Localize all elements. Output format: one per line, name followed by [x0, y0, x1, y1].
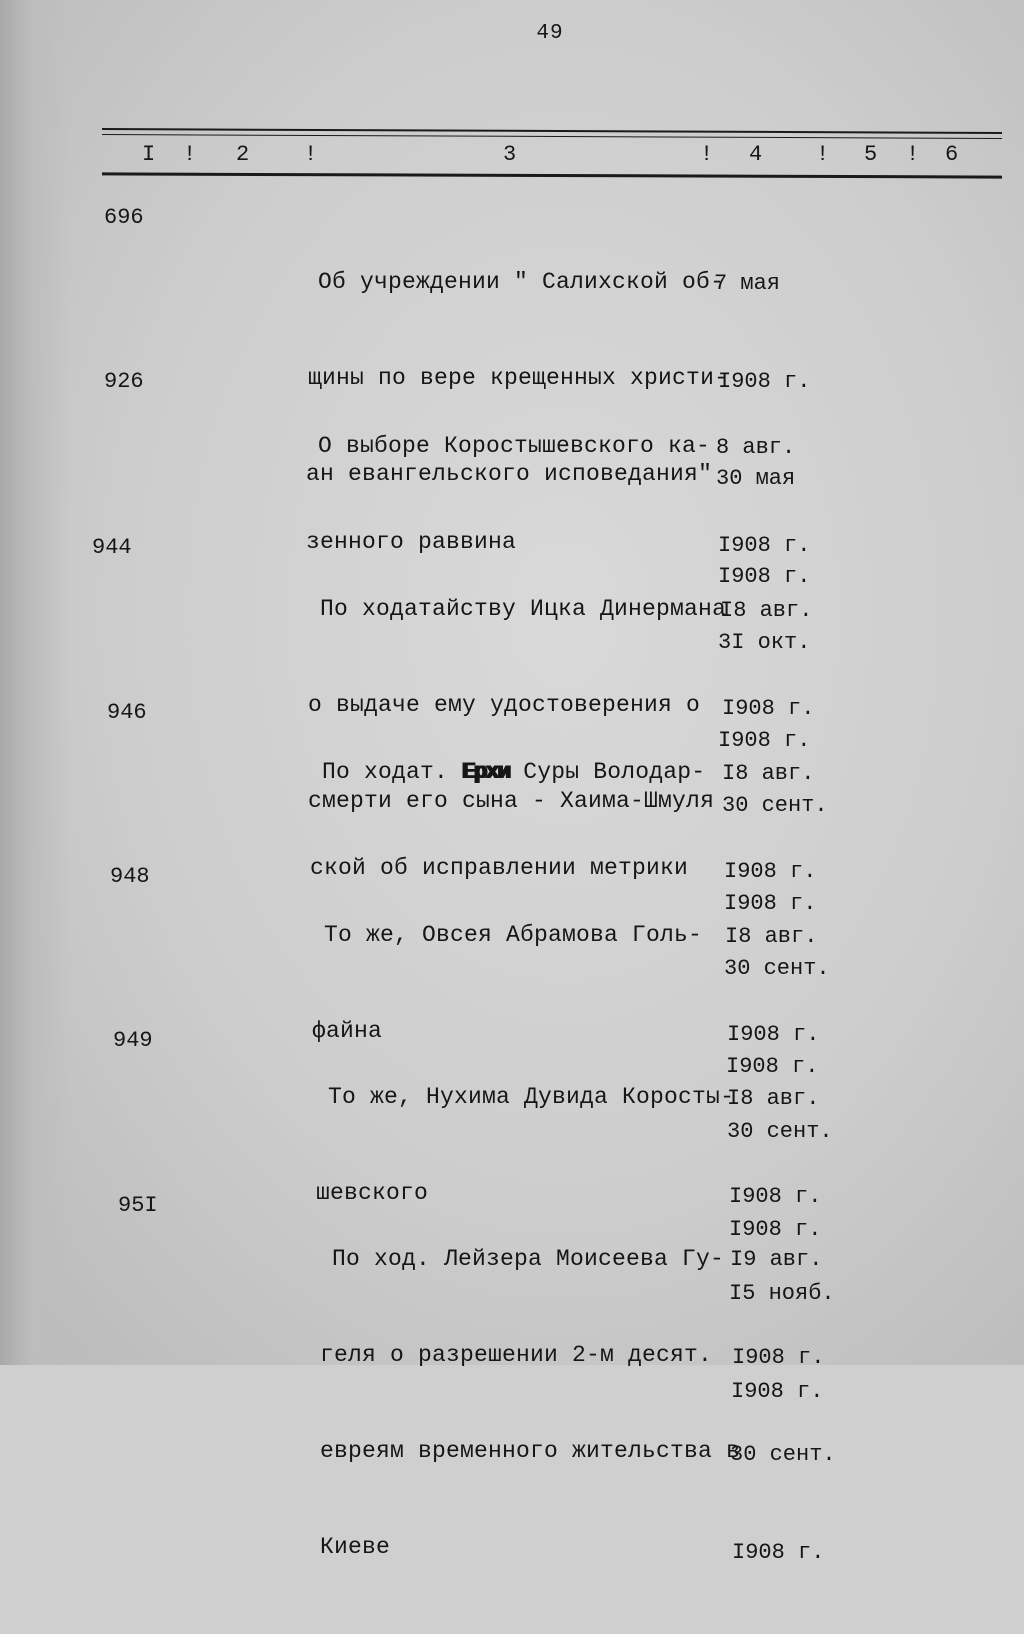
binding-shadow	[0, 0, 70, 1365]
date-line: I908 г.	[718, 532, 811, 558]
struck-out-word: Ерхи	[462, 759, 510, 785]
table-top-rule-thin	[102, 134, 1002, 139]
case-number: 95I	[118, 1193, 158, 1218]
date-line: I908 г.	[731, 1378, 824, 1404]
title-line: По ходатайству Ицка Динермана	[320, 596, 727, 622]
date-line: I8 авг.	[725, 924, 818, 949]
header-col-6: 6	[945, 142, 959, 167]
date-line: 30 мая	[716, 466, 796, 491]
case-number: 926	[104, 369, 144, 394]
date-line: 30 сент.	[724, 956, 830, 981]
case-number: 696	[104, 205, 144, 230]
header-separator: !	[816, 142, 830, 167]
header-col-1: I	[142, 142, 156, 167]
date-line: I908 г.	[718, 563, 811, 589]
date-line: I908 г.	[732, 1344, 825, 1370]
title-line: Киеве	[320, 1534, 391, 1560]
date-line: I908 г.	[718, 727, 811, 753]
date-line: I8 авг.	[722, 761, 815, 786]
table-top-rule	[102, 128, 1002, 134]
header-col-2: 2	[236, 142, 250, 167]
date-line: I9 авг.	[730, 1247, 823, 1272]
date-line: I908 г.	[726, 1053, 819, 1079]
date-line: I5 нояб.	[729, 1281, 835, 1306]
header-separator: !	[304, 142, 318, 167]
title-line: шевского	[316, 1180, 429, 1206]
date-line: 3I окт.	[718, 630, 811, 655]
title-line: щины по вере крещенных христи-	[308, 365, 729, 391]
case-title	[320, 1179, 740, 1627]
table-header	[0, 140, 1024, 170]
title-text: По ходат.	[322, 759, 463, 785]
date-line: I908 г.	[724, 858, 817, 884]
title-line	[310, 756, 705, 788]
title-line: ан евангельского исповедания"	[306, 461, 713, 487]
date-line: I8 авг.	[720, 598, 813, 623]
title-line: То же, Овсея Абрамова Голь-	[324, 922, 703, 948]
title-line: То же, Нухима Дувида Коросты-	[328, 1084, 735, 1110]
title-line: файна	[312, 1018, 383, 1044]
date-line: I908 г.	[724, 890, 817, 916]
header-separator: !	[700, 142, 714, 167]
date-line: I908 г.	[729, 1183, 822, 1209]
title-line: Об учреждении " Салихской об-	[318, 269, 725, 295]
date-line: I908 г.	[729, 1216, 822, 1242]
title-text: Суры Володар-	[509, 759, 706, 785]
page-number: 49	[536, 22, 564, 45]
date-line: I8 авг.	[727, 1086, 820, 1111]
date-line: 30 сент.	[730, 1442, 836, 1467]
case-number: 949	[113, 1028, 153, 1053]
date-line: I908 г.	[727, 1021, 820, 1047]
date-line: I908 г.	[722, 695, 815, 721]
case-number: 946	[107, 700, 147, 725]
table-header-bottom-rule	[102, 172, 1002, 178]
date-line: 8 авг.	[716, 435, 796, 460]
date-line: I908 г.	[718, 368, 811, 394]
case-number: 944	[92, 535, 132, 560]
title-line: о выдаче ему удостоверения о	[308, 692, 701, 718]
header-separator: !	[183, 142, 197, 167]
header-separator: !	[906, 142, 920, 167]
title-line: геля о разрешении 2-м десят.	[320, 1342, 713, 1368]
title-line: зенного раввина	[306, 529, 517, 555]
date-line: 7 мая	[714, 271, 781, 296]
title-line: О выборе Коростышевского ка-	[318, 433, 711, 459]
title-line: евреям временного жительства в	[320, 1438, 741, 1464]
case-number: 948	[110, 864, 150, 889]
case-dates	[730, 1179, 836, 1634]
date-line: 30 сент.	[727, 1119, 833, 1144]
title-line: смерти его сына - Хаима-Шмуля	[308, 788, 715, 814]
header-col-4: 4	[749, 142, 763, 167]
title-line: По ход. Лейзера Моисеева Гу-	[332, 1246, 725, 1272]
header-col-3: 3	[503, 142, 517, 167]
title-line: ской об исправлении метрики	[310, 855, 689, 881]
date-line: I908 г.	[732, 1539, 825, 1565]
header-col-5: 5	[864, 142, 878, 167]
date-line: 30 сент.	[722, 793, 828, 818]
